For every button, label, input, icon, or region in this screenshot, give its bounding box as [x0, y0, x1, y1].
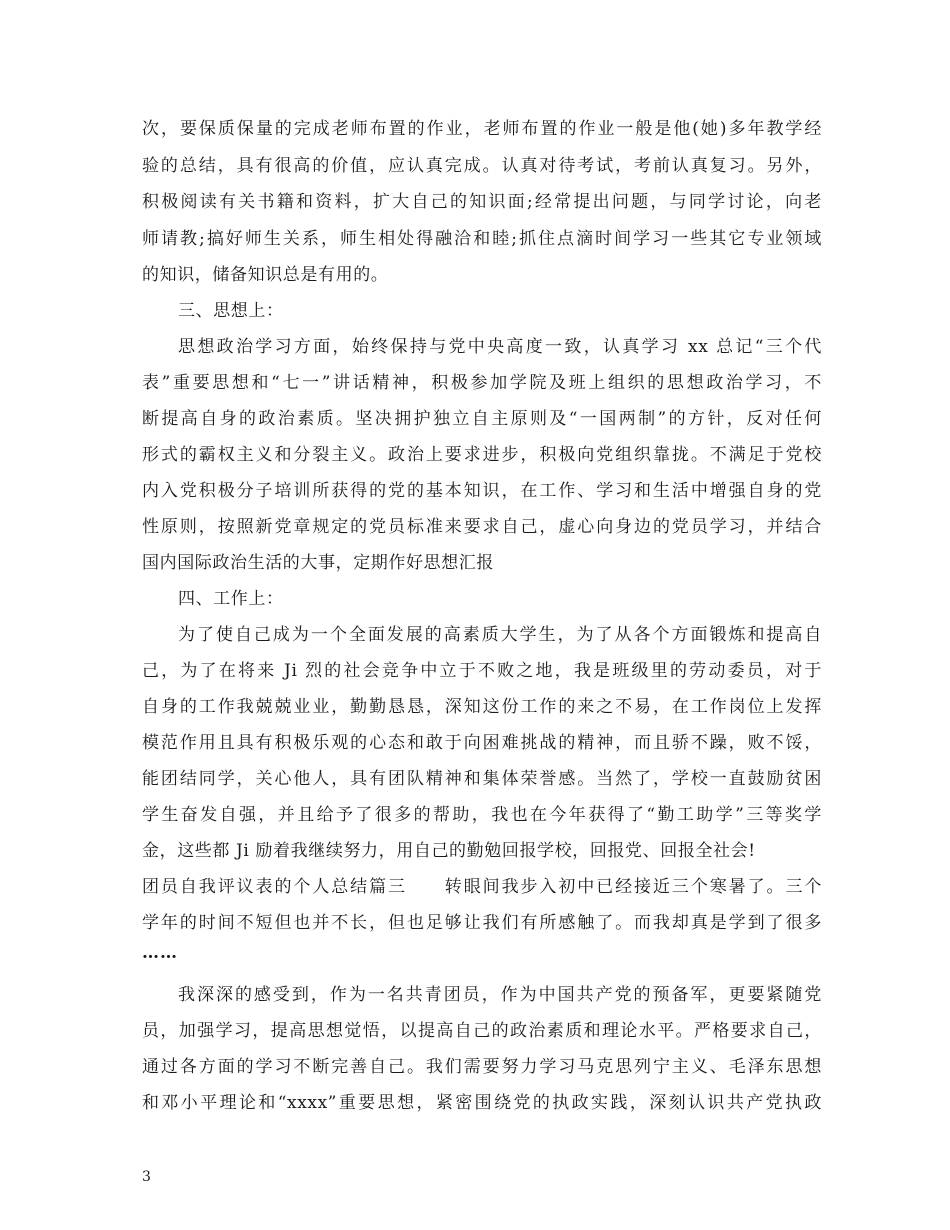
text-line: 和邓小平理论和“xxxx”重要思想，紧密围绕党的执政实践，深刻认识共产党执政	[142, 1093, 822, 1113]
text-line: 己，为了在将来 Ji 烈的社会竞争中立于不败之地，我是班级里的劳动委员，对于	[142, 661, 822, 681]
text-line: 学生奋发自强，并且给予了很多的帮助，我也在今年获得了“勤工助学”三等奖学	[142, 805, 822, 825]
text-line: 表”重要思想和“七一”讲话精神，积极参加学院及班上组织的思想政治学习，不	[142, 373, 822, 393]
text-line: 断提高自身的政治素质。坚决拥护独立自主原则及“一国两制”的方针，反对任何	[142, 409, 822, 429]
text-line: 模范作用且具有积极乐观的心态和敢于向困难挑战的精神，而且骄不躁，败不馁，	[142, 733, 822, 753]
text-line: 为了使自己成为一个全面发展的高素质大学生，为了从各个方面锻炼和提高自	[178, 625, 822, 645]
page-number: 3	[142, 1169, 151, 1185]
text-line: 能团结同学，关心他人，具有团队精神和集体荣誉感。当然了，学校一直鼓励贫困	[142, 769, 822, 789]
text-line: 次，要保质保量的完成老师布置的作业，老师布置的作业一般是他(她)多年教学经	[142, 119, 822, 139]
text-line: 思想政治学习方面，始终保持与党中央高度一致，认真学习 xx 总记“三个代	[178, 337, 822, 357]
text-line: 内入党积极分子培训所获得的党的基本知识，在工作、学习和生活中增强自身的党	[142, 481, 822, 501]
text-line: 自身的工作我兢兢业业，勤勤恳恳，深知这份工作的来之不易，在工作岗位上发挥	[142, 697, 822, 717]
text-line: 性原则，按照新党章规定的党员标准来要求自己，虚心向身边的党员学习，并结合	[142, 517, 822, 537]
text-line: 师请教;搞好师生关系，师生相处得融洽和睦;抓住点滴时间学习一些其它专业领域	[142, 229, 822, 249]
text-line: 员，加强学习，提高思想觉悟，以提高自己的政治素质和理论水平。严格要求自己，	[142, 1021, 822, 1041]
text-line: 形式的霸权主义和分裂主义。政治上要求进步，积极向党组织靠拢。不满足于党校	[142, 445, 822, 465]
ellipsis-line: ……	[142, 943, 178, 963]
text-line: 通过各方面的学习不断完善自己。我们需要努力学习马克思列宁主义、毛泽东思想	[142, 1057, 822, 1077]
text-line: 我深深的感受到，作为一名共青团员，作为中国共产党的预备军，更要紧随党	[178, 985, 822, 1005]
section-heading: 四、工作上：	[178, 589, 284, 609]
text-line: 团员自我评议表的个人总结篇三 转眼间我步入初中已经接近三个寒暑了。三个	[142, 877, 822, 897]
text-line: 金，这些都 Ji 励着我继续努力，用自己的勤勉回报学校，回报党、回报全社会!	[142, 841, 756, 861]
text-line: 学年的时间不短但也并不长，但也足够让我们有所感触了。而我却真是学到了很多	[142, 913, 822, 933]
text-line: 国内国际政治生活的大事，定期作好思想汇报	[142, 553, 494, 573]
section-heading: 三、思想上：	[178, 301, 284, 321]
text-line: 的知识，储备知识总是有用的。	[142, 265, 389, 285]
text-line: 积极阅读有关书籍和资料，扩大自己的知识面;经常提出问题，与同学讨论，向老	[142, 192, 822, 212]
text-line: 验的总结，具有很高的价值，应认真完成。认真对待考试，考前认真复习。另外，	[142, 156, 822, 176]
